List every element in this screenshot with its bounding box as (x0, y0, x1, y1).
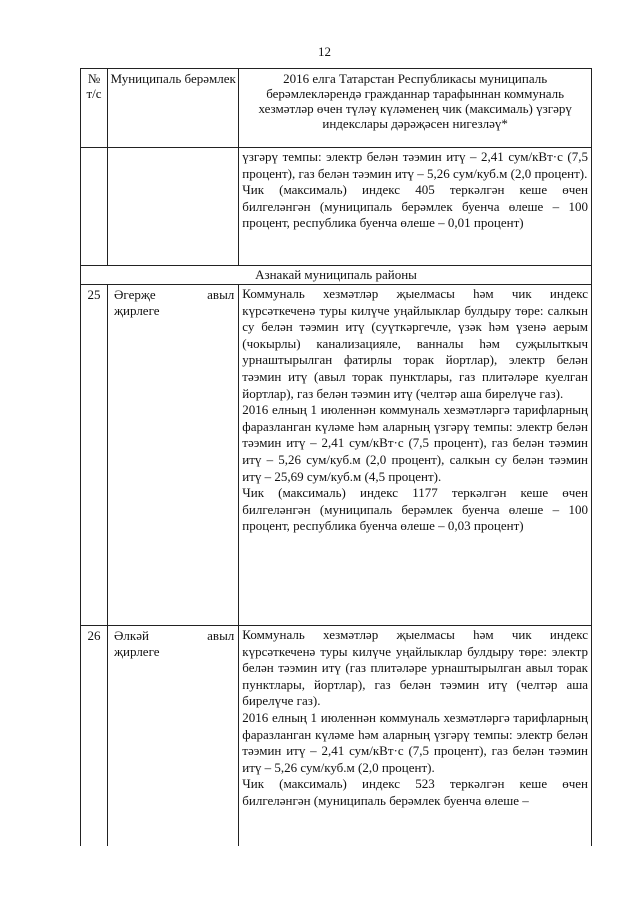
paragraph: Коммуналь хезмәтләр җыелмасы һәм чик индекс күрсәткеченә туры килүче уңайлыклар булдыру төре: электр белән тәэмин итү (газ плитәләре урнаштырылган авыл торак пунктлары, йортлар), газ белән тәэмин итү (челтәр аша бирелүче газ). (242, 627, 588, 709)
row-description (239, 626, 592, 846)
page-number: 12 (318, 44, 331, 59)
name-part: авыл (207, 628, 235, 643)
paragraph: Чик (максималь) индекс 405 теркәлгән кеше өчен билгеләнгән (муниципаль берәмлек буенча өлеше – 100 процент, республика буенча өлеше – 0,01 процент) (242, 182, 588, 231)
name-part: җирлеге (114, 303, 160, 318)
paragraph: Коммуналь хезмәтләр җыелмасы һәм чик индекс күрсәткеченә туры килүче уңайлыклар булдыру төре: салкын су белән тәэмин итү (суүткәргечле, үзәк һәм үзенә аерым (чокырлы) канализацияле, ванналы һәм суҗылыткыч урнаштырылган фатирлы торак йортлар), электр белән тәэмин итү (авыл торак пунктлары, газ плитәләре куелган йортлар), газ белән тәэмин итү (челтәр аша бирелүче газ). (242, 286, 588, 401)
tariff-table (80, 68, 592, 846)
name-part: җирлеге (114, 644, 160, 659)
continuation-num (81, 148, 108, 266)
table-row (81, 626, 592, 846)
table-header-row (81, 69, 592, 148)
row-number: 26 (81, 626, 108, 846)
paragraph: Чик (максималь) индекс 523 теркәлгән кеше өчен билгеләнгән (муниципаль берәмлек буенча өлеше – (242, 776, 588, 808)
continuation-text (239, 148, 592, 266)
table-row (81, 285, 592, 626)
row-municipality (108, 285, 239, 626)
row-number: 25 (81, 285, 108, 626)
paragraph: үзгәрү темпы: электр белән тәэмин итү – 2,41 сум/кВт·с (7,5 процент), газ белән тәэмин итү – 5,26 сум/куб.м (2,0 процент). (242, 149, 588, 181)
section-title: Азнакай муниципаль районы (81, 266, 592, 285)
header-number: № т/с (81, 69, 108, 148)
section-row (81, 266, 592, 285)
header-municipality: Муниципаль берәмлек (108, 69, 239, 148)
row-description (239, 285, 592, 626)
paragraph: 2016 елның 1 июленнән коммуналь хезмәтләргә тарифларның фаразланган күләме һәм аларның үзгәрү темпы: электр белән тәэмин итү – 2,41 сум/кВт·с (7,5 процент), газ белән тәэмин итү – 5,26 сум/куб.м (2,0 процент), салкын су белән тәэмин итү – 25,69 сум/куб.м (4,5 процент). (242, 402, 588, 484)
paragraph: 2016 елның 1 июленнән коммуналь хезмәтләргә тарифларның фаразланган күләме һәм аларның үзгәрү темпы: электр белән тәэмин итү – 2,41 сум/кВт·с (7,5 процент), газ белән тәэмин итү – 5,26 сум/куб.м (2,0 процент). (242, 709, 588, 775)
continuation-row (81, 148, 592, 266)
name-part: авыл (207, 287, 235, 302)
name-part: Әлкәй (114, 628, 149, 643)
paragraph: Чик (максималь) индекс 1177 теркәлгән кеше өчен билгеләнгән (муниципаль берәмлек буенча өлеше – 100 процент, республика буенча өлеше – 0,03 процент) (242, 485, 588, 534)
row-municipality (108, 626, 239, 846)
continuation-name (108, 148, 239, 266)
header-description: 2016 елга Татарстан Республикасы муниципаль берәмлекләрендә гражданнар тарафыннан коммуналь хезмәтләр өчен түләү күләменең чик (максималь) үзгәрү индекслары дәрәҗәсен нигезләү* (239, 69, 592, 148)
name-part: Әгерҗе (114, 287, 156, 302)
